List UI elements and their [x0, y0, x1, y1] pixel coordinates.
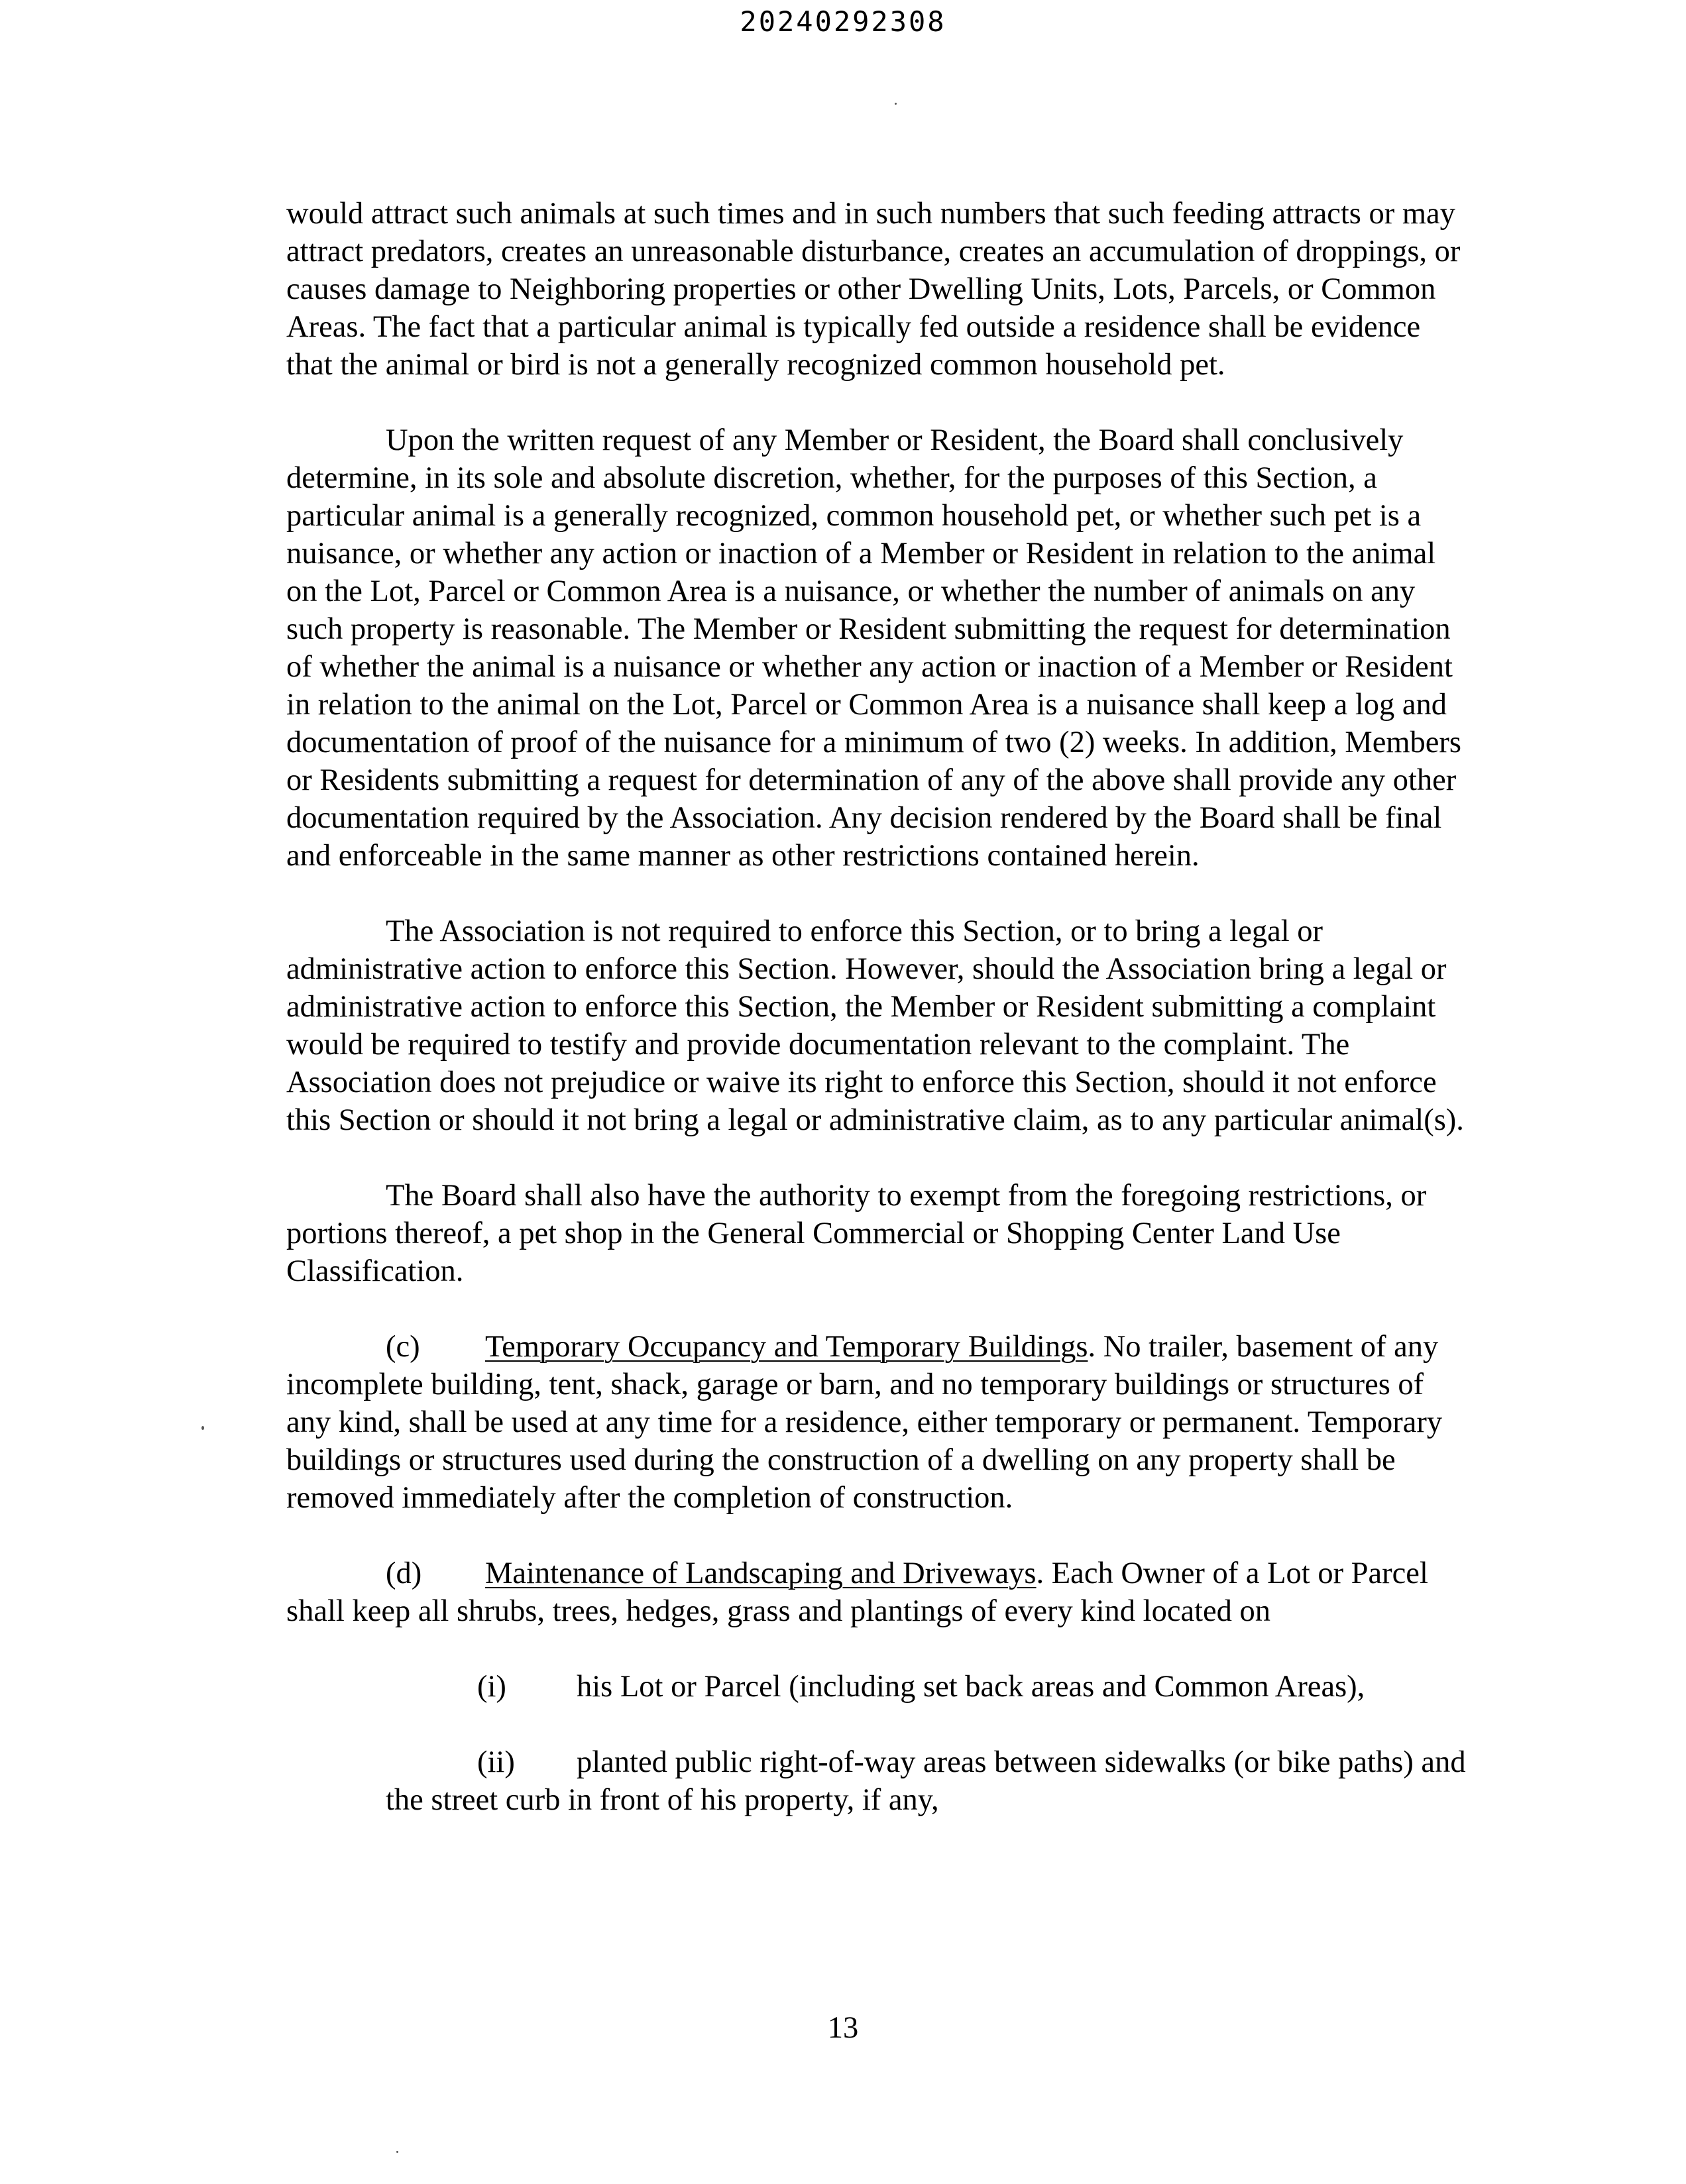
- section-d-label: (d): [386, 1556, 422, 1590]
- section-d-title: Maintenance of Landscaping and Driveways: [485, 1556, 1037, 1590]
- list-item-ii-text: planted public right-of-way areas between sidewalks (or bike paths) and the street curb in front of his property, if any,: [386, 1745, 1466, 1817]
- section-d-landscaping: [286, 1555, 1473, 1630]
- section-d-text: . Each Owner of a Lot or Parcel shall keep all shrubs, trees, hedges, grass and plantings of every kind located on: [286, 1556, 1428, 1628]
- section-c-temporary-occupancy: [286, 1328, 1473, 1517]
- section-c-label: (c): [386, 1330, 420, 1364]
- section-c-text: . No trailer, basement of any incomplete building, tent, shack, garage or barn, and no temporary buildings or structures of any kind, shall be used at any time for a residence, either temporary or permanent. Temporary buildings or structures used during the construction of a dwelling on any property shall be removed immediately after the completion of construction.: [286, 1330, 1443, 1515]
- document-number: 20240292308: [740, 5, 946, 38]
- paragraph-association-enforcement: The Association is not required to enforce this Section, or to bring a legal or administrative action to enforce this Section. However, should the Association bring a legal or administrative action to enforce this Section, the Member or Resident submitting a complaint would be required to testify and provide documentation relevant to the complaint. The Association does not prejudice or waive its right to enforce this Section, should it not enforce this Section or should it not bring a legal or administrative claim, as to any particular animal(s).: [286, 914, 1464, 1137]
- scan-speck: [895, 103, 897, 105]
- section-c-title: Temporary Occupancy and Temporary Buildings: [485, 1330, 1088, 1364]
- list-item-i-text: his Lot or Parcel (including set back areas and Common Areas),: [577, 1670, 1365, 1704]
- list-item-i-label: (i): [477, 1670, 506, 1704]
- list-item-i: [477, 1668, 1473, 1706]
- document-body: [286, 195, 1473, 1857]
- paragraph-pet-shop-exemption: The Board shall also have the authority to exempt from the foregoing restrictions, or portions thereof, a pet shop in the General Commercial or Shopping Center Land Use Classification.: [286, 1179, 1427, 1288]
- paragraph-feeding-animals: would attract such animals at such times and in such numbers that such feeding attracts or may attract predators, creates an unreasonable disturbance, creates an accumulation of droppings, or causes damage to Neighboring properties or other Dwelling Units, Lots, Parcels, or Common Areas. The fact that a particular animal is typically fed outside a residence shall be evidence that the animal or bird is not a generally recognized common household pet.: [286, 197, 1461, 382]
- scan-speck: [201, 1426, 204, 1430]
- page-number: 13: [827, 2011, 859, 2045]
- list-item-ii: [386, 1743, 1473, 1819]
- scan-speck: [396, 2151, 398, 2153]
- paragraph-board-determination: Upon the written request of any Member or Resident, the Board shall conclusively determine, in its sole and absolute discretion, whether, for the purposes of this Section, a particular animal is a generally recognized, common household pet, or whether such pet is a nuisance, or whether any action or inaction of a Member or Resident in relation to the animal on the Lot, Parcel or Common Area is a nuisance, or whether the number of animals on any such property is reasonable. The Member or Resident submitting the request for determination of whether the animal is a nuisance or whether any action or inaction of a Member or Resident in relation to the animal on the Lot, Parcel or Common Area is a nuisance shall keep a log and documentation of proof of the nuisance for a minimum of two (2) weeks. In addition, Members or Residents submitting a request for determination of any of the above shall provide any other documentation required by the Association. Any decision rendered by the Board shall be final and enforceable in the same manner as other restrictions contained herein.: [286, 423, 1462, 873]
- list-item-ii-label: (ii): [477, 1745, 515, 1779]
